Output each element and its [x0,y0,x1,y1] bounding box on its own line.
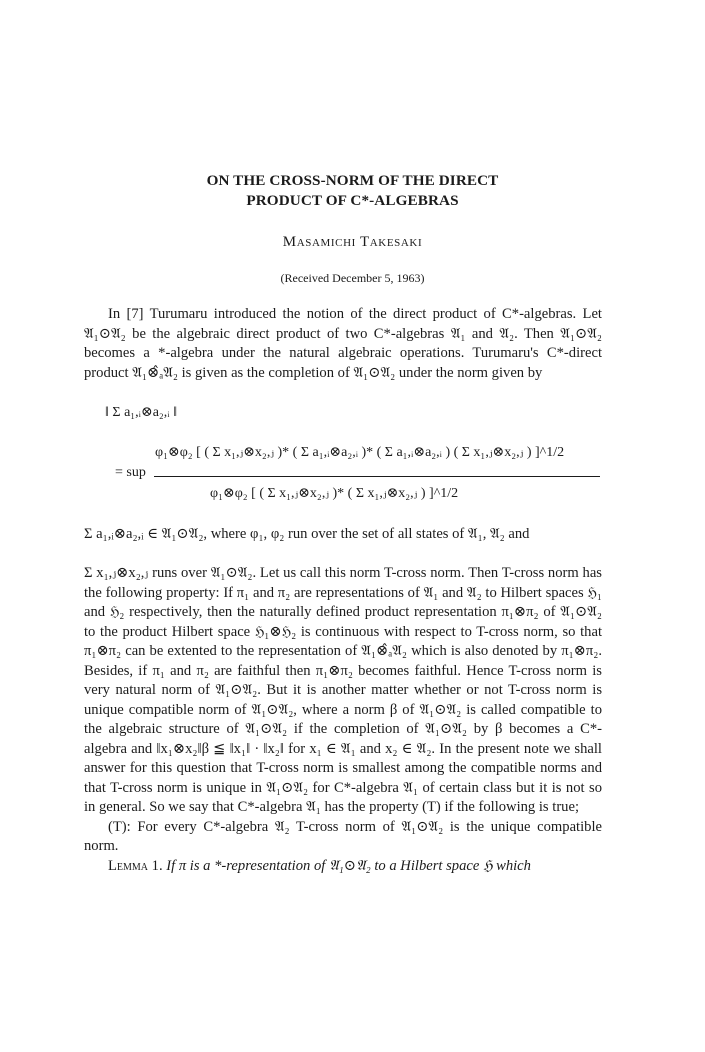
lemma-text: If π is a *-representation of 𝔄₁⊙𝔄₂ to a Hilbert space ℌ which [166,857,531,874]
paragraph-main-text: Σ x₁,ⱼ⊗x₂,ⱼ runs over 𝔄₁⊙𝔄₂. Let us call this norm T-cross norm. Then T-cross norm has the following property: If π₁ and π₂ are representations of 𝔄₁ and 𝔄₂ to Hilbert spaces ℌ₁ and ℌ₂ respectively, then the naturally defined product representation π₁⊗π₂ of 𝔄₁⊙𝔄₂ to the product Hilbert space ℌ₁⊗ℌ₂ is continuous with respect to T-cross norm, so that π₁⊗π₂ can be extented to the representation of 𝔄₁⊗̂ₐ𝔄₂ which is also denoted by π₁⊗π₂. Besides, if π₁ and π₂ are faithful then π₁⊗π₂ becomes faithful. Hence T-cross norm is very natural norm of 𝔄₁⊙𝔄₂. But it is another matter whether or not T-cross norm is unique compatible norm of 𝔄₁⊙𝔄₂, where a norm β of 𝔄₁⊙𝔄₂ is called compatible to the algebraic structure of 𝔄₁⊙𝔄₂ if the completion of 𝔄₁⊙𝔄₂ by β becomes a C*-algebra and ‖x₁⊗x₂‖β ≦ ‖x₁‖ · ‖x₂‖ for x₁ ∈ 𝔄₁ and x₂ ∈ 𝔄₂. In the present note we shall answer for this question that T-cross norm is smallest among the compatible norms and that T-cross norm is unique in 𝔄₁⊙𝔄₂ for C*-algebra 𝔄₁ of certain class but it is not so in general. So we say that C*-algebra 𝔄₁ has the property (T) if the following is true; [84,565,602,815]
condition-line: Σ a₁,ᵢ⊗a₂,ᵢ ∈ 𝔄₁⊙𝔄₂, where φ₁, φ₂ run over the set of all states of 𝔄₁, 𝔄₂ and [84,526,530,542]
paragraph-main [84,564,602,876]
fraction-bar [154,476,600,477]
lemma-label: Lemma 1. [108,857,163,874]
paragraph-intro [84,305,602,383]
paragraph-intro-text: In [7] Turumaru introduced the notion of the direct product of C*-algebras. Let 𝔄₁⊙𝔄₂ be the algebraic direct product of two C*-algebras 𝔄₁ and 𝔄₂. Then 𝔄₁⊙𝔄₂ becomes a *-algebra under the natural algebraic operations. Turumaru's C*-direct product 𝔄₁⊗̂ₐ𝔄₂ is given as the completion of 𝔄₁⊙𝔄₂ under the norm given by [84,306,602,381]
property-t-text: (T): For every C*-algebra 𝔄₂ T-cross norm of 𝔄₁⊙𝔄₂ is the unique compatible norm. [84,818,602,854]
paper-title-line-2: PRODUCT OF C*-ALGEBRAS [246,192,459,209]
paper-title-line-1: ON THE CROSS-NORM OF THE DIRECT [206,172,499,189]
norm-lhs: ‖ Σ a₁,ᵢ⊗a₂,ᵢ ‖ [105,405,178,420]
formula-denominator: φ₁⊗φ₂ [ ( Σ x₁,ⱼ⊗x₂,ⱼ )* ( Σ x₁,ⱼ⊗x₂,ⱼ ) ]^1/2 [210,486,459,501]
sup-label: = sup [115,465,146,480]
received-date: (Received December 5, 1963) [280,271,425,285]
formula-numerator: φ₁⊗φ₂ [ ( Σ x₁,ⱼ⊗x₂,ⱼ )* ( Σ a₁,ᵢ⊗a₂,ᵢ )* ( Σ a₁,ᵢ⊗a₂,ᵢ ) ( Σ x₁,ⱼ⊗x₂,ⱼ ) ]^1/2 [155,445,565,460]
author-name: Masamichi Takesaki [282,234,423,250]
